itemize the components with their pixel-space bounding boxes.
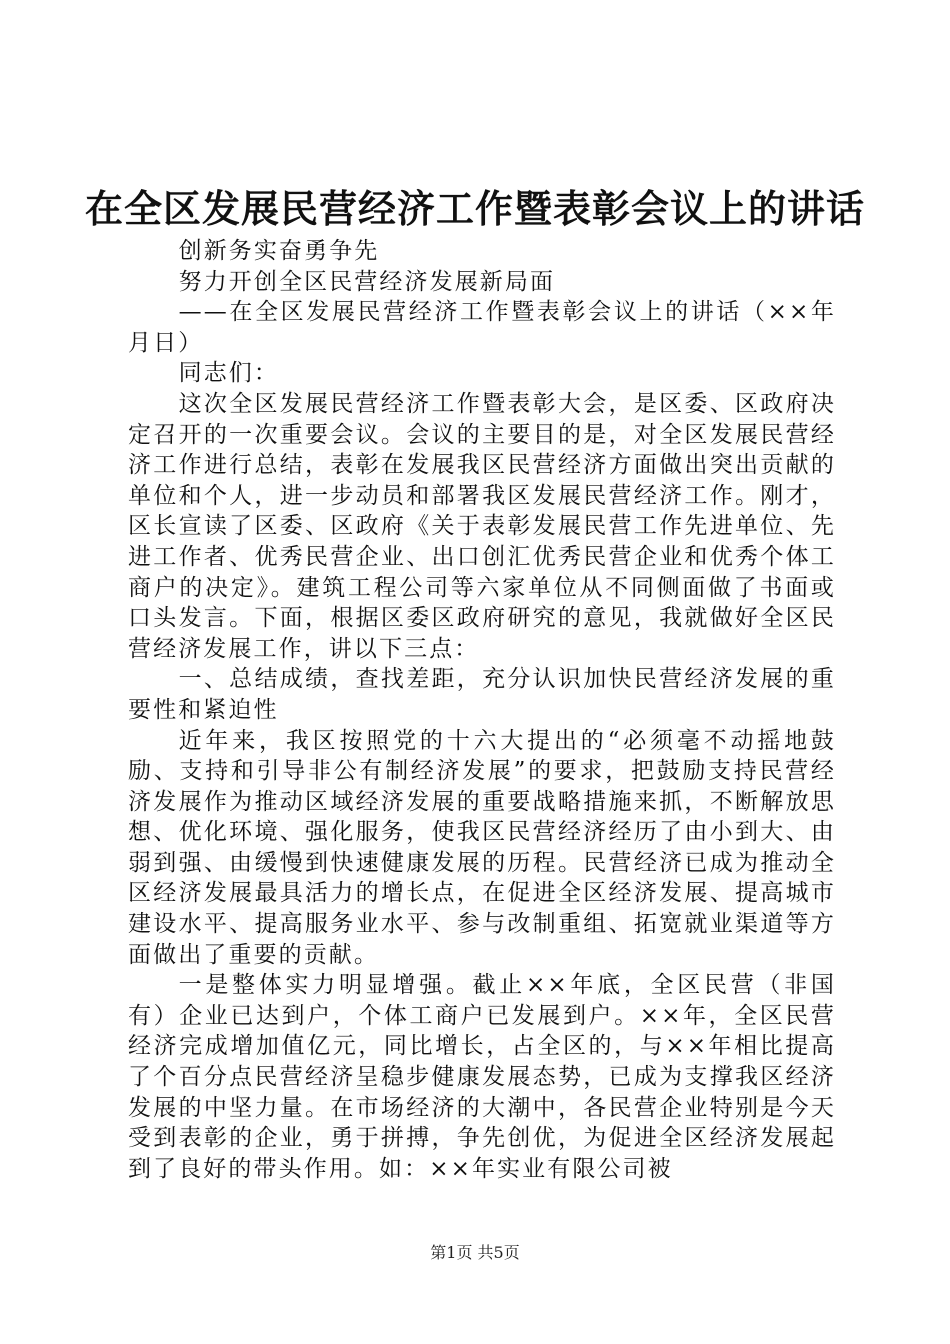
page-number-footer: 第1页 共5页 — [430, 1243, 520, 1262]
section-heading: 一、总结成绩，查找差距，充分认识加快民营经济发展的重要性和紧迫性 — [128, 666, 836, 723]
subtitle-line-2: 努力开创全区民营经济发展新局面 — [178, 268, 556, 295]
salutation: 同志们： — [178, 360, 279, 387]
document-body — [128, 236, 836, 1184]
body-paragraph: 这次全区发展民营经济工作暨表彰大会，是区委、区政府决定召开的一次重要会议。会议的主要目的是，对全区发展民营经济工作进行总结，表彰在发展我区民营经济方面做出突出贡献的单位和个人，进一步动员和部署我区发展民营经济工作。刚才，区长宣读了区委、区政府《关于表彰发展民营工作先进单位、先进工作者、优秀民营企业、出口创汇优秀民营企业和优秀个体工商户的决定》。建筑工程公司等六家单位从不同侧面做了书面或口头发言。下面，根据区委区政府研究的意见，我就做好全区民营经济发展工作，讲以下三点： — [128, 390, 836, 662]
body-paragraph: 近年来，我区按照党的十六大提出的“必须毫不动摇地鼓励、支持和引导非公有制经济发展”的要求，把鼓励支持民营经济发展作为推动区域经济发展的重要战略措施来抓，不断解放思想、优化环境、强化服务，使我区民营经济经历了由小到大、由弱到强、由缓慢到快速健康发展的历程。民营经济已成为推动全区经济发展最具活力的增长点，在促进全区经济发展、提高城市建设水平、提高服务业水平、参与改制重组、拓宽就业渠道等方面做出了重要的贡献。 — [128, 727, 836, 968]
document-title: 在全区发展民营经济工作暨表彰会议上的讲话 — [84, 187, 865, 231]
subtitle-line-1: 创新务实奋勇争先 — [178, 238, 380, 264]
subtitle-line-3: ——在全区发展民营经济工作暨表彰会议上的讲话（××年月日） — [128, 299, 836, 356]
body-paragraph: 一是整体实力明显增强。截止××年底，全区民营（非国有）企业已达到户，个体工商户已发展到户。××年，全区民营经济完成增加值亿元，同比增长，占全区的，与××年相比提高了个百分点民营经济呈稳步健康发展态势，已成为支撑我区经济发展的中坚力量。在市场经济的大潮中，各民营企业特别是今天受到表彰的企业，勇于拼搏，争先创优，为促进全区经济发展起到了良好的带头作用。如：××年实业有限公司被 — [128, 972, 836, 1182]
